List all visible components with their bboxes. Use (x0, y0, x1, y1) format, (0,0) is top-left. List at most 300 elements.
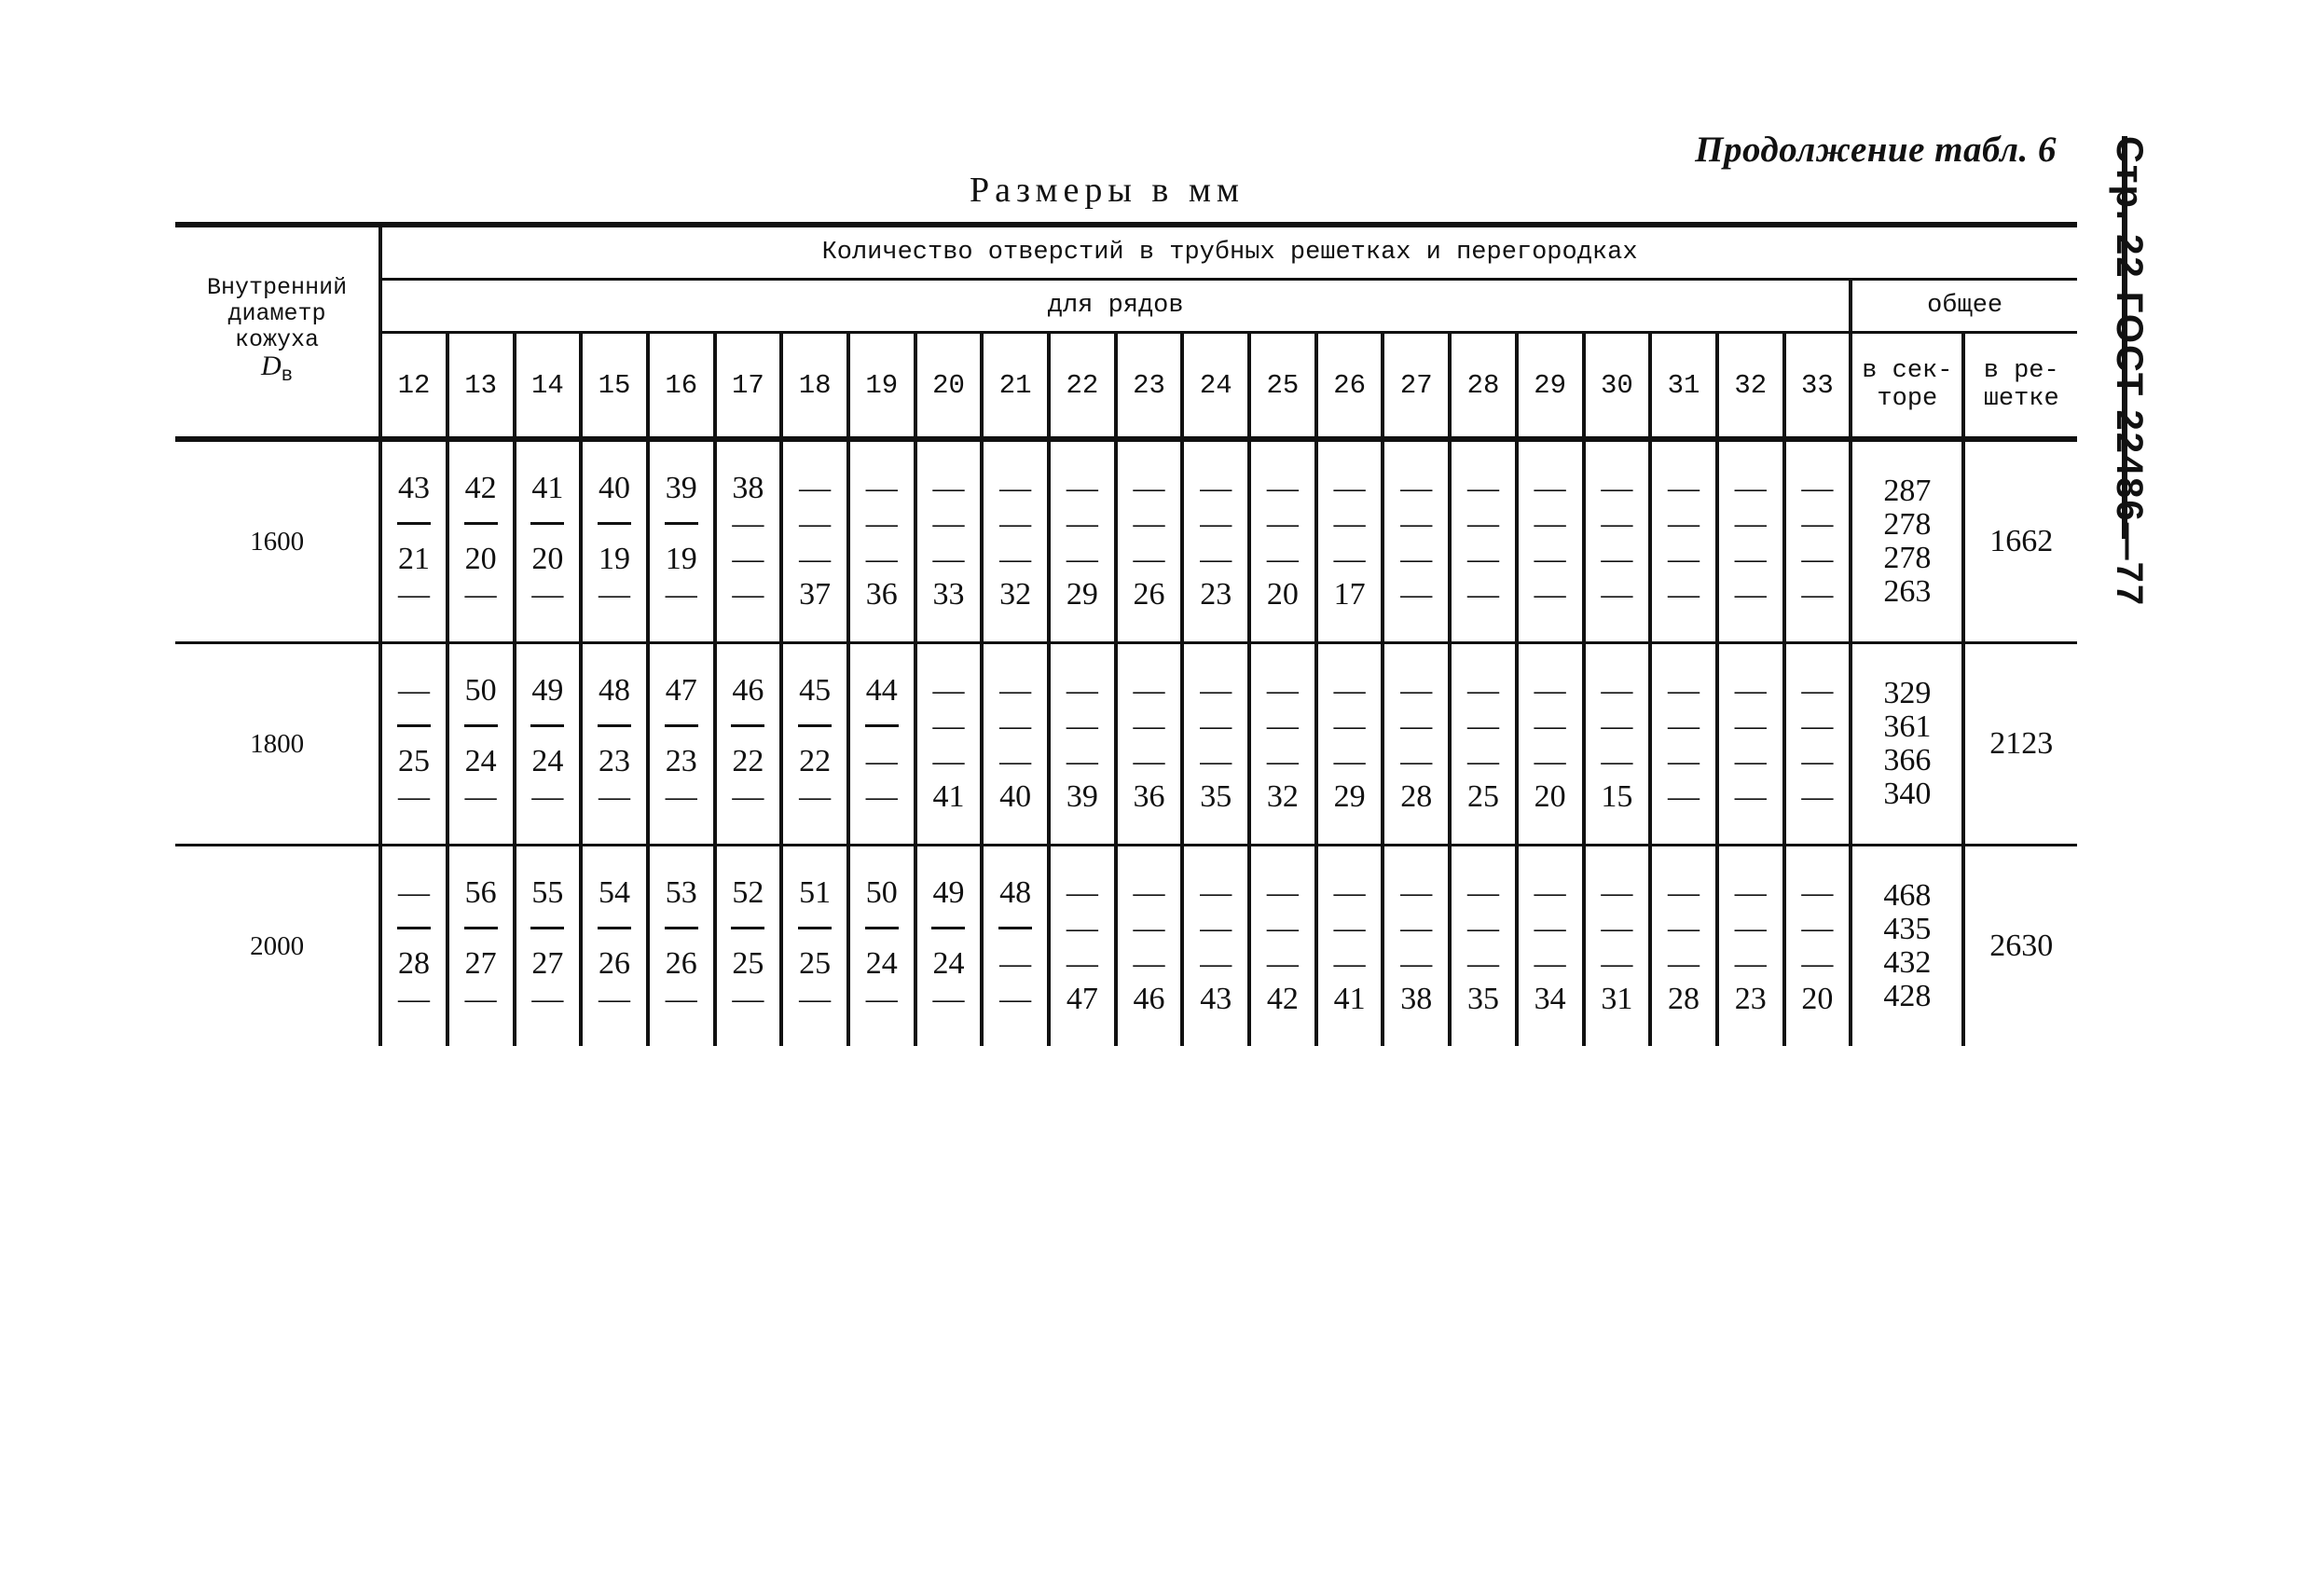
hole-count-value: 40 (599, 471, 631, 505)
hole-count-value: 41 (531, 471, 564, 505)
hole-count-value: — (865, 542, 898, 576)
hole-count-cell (1784, 643, 1851, 846)
hole-count-value (583, 912, 646, 945)
hole-count-value (516, 912, 580, 945)
hole-count-value: — (1400, 946, 1433, 981)
hole-count-value: — (1333, 744, 1366, 778)
row-number-15: 27 (1383, 333, 1450, 440)
hole-count-stack (850, 863, 914, 1029)
row-number-16: 28 (1450, 333, 1517, 440)
fraction-bar (397, 927, 431, 929)
hole-count-stack (1452, 863, 1515, 1029)
sector-total-value: 468 (1883, 878, 1932, 913)
hole-count-value: — (1200, 744, 1232, 778)
hole-count-value (850, 912, 914, 945)
in-grid-line1: в ре- (1983, 357, 2059, 385)
hole-count-value: — (1466, 673, 1499, 708)
sector-total-value: 340 (1883, 777, 1932, 811)
hole-count-stack (449, 661, 513, 827)
hole-count-value: 21 (397, 542, 430, 576)
hole-count-value (650, 912, 713, 945)
hole-count-value: 36 (1133, 779, 1165, 814)
hole-count-value: — (1400, 542, 1433, 576)
hole-count-cell (1316, 643, 1383, 846)
hole-count-stack (1586, 863, 1649, 1029)
hole-count-value (583, 709, 646, 743)
hole-count-value: — (1801, 709, 1834, 743)
fraction-bar (798, 724, 832, 727)
hole-count-cell (715, 846, 782, 1047)
hole-count-cell (1784, 846, 1851, 1047)
hole-count-stack (1384, 863, 1448, 1029)
hole-count-value: — (865, 982, 898, 1016)
hole-count-stack (984, 459, 1047, 625)
hole-count-value: — (1133, 911, 1165, 945)
hole-count-value (783, 709, 846, 743)
hole-count-stack (1719, 459, 1782, 625)
hole-count-value: — (1466, 875, 1499, 910)
sizes-title: Размеры в мм (970, 171, 1245, 210)
hole-count-value (449, 507, 513, 541)
hole-count-value: — (1066, 946, 1098, 981)
sector-total-cell (1851, 846, 1963, 1047)
hole-count-value: 49 (932, 875, 965, 910)
fraction-bar (464, 724, 498, 727)
table-row (175, 439, 2077, 643)
hole-count-cell (1116, 643, 1183, 846)
hole-count-value: 48 (999, 875, 1032, 910)
row-number-20: 32 (1717, 333, 1784, 440)
hole-count-stack (583, 459, 646, 625)
hole-count-cell (915, 643, 983, 846)
hole-count-value: — (1534, 542, 1566, 576)
hole-count-value: 20 (1801, 982, 1834, 1016)
hole-count-value: — (1601, 471, 1633, 505)
hole-count-value: — (1466, 577, 1499, 612)
hole-count-cell (915, 439, 983, 643)
hole-count-value: — (464, 779, 497, 814)
hole-count-value: 46 (1133, 982, 1165, 1016)
hole-count-value: — (1066, 744, 1098, 778)
hole-count-value (449, 912, 513, 945)
hole-count-value: — (1801, 744, 1834, 778)
hole-count-stack (1251, 863, 1314, 1029)
hole-count-cell (1584, 439, 1651, 643)
hole-count-value: — (1266, 471, 1299, 505)
hole-count-value: — (1734, 779, 1767, 814)
hole-count-stack (1652, 459, 1715, 625)
hole-count-value (984, 912, 1047, 945)
hole-count-value: — (1333, 673, 1366, 708)
hole-count-value: — (932, 673, 965, 708)
hole-count-cell (982, 643, 1049, 846)
in-sector-header (1851, 333, 1963, 440)
hole-count-value: — (1200, 875, 1232, 910)
hole-count-cell (848, 846, 915, 1047)
hole-count-cell (715, 643, 782, 846)
hole-count-value: — (865, 779, 898, 814)
hole-count-value: 52 (732, 875, 764, 910)
hole-count-value: — (799, 982, 832, 1016)
hole-count-value: — (1534, 471, 1566, 505)
fraction-bar (464, 927, 498, 929)
hole-count-stack (583, 661, 646, 827)
hole-count-value: — (1601, 577, 1633, 612)
fraction-bar (665, 927, 698, 929)
hole-count-value: — (932, 982, 965, 1016)
hole-count-value: 35 (1466, 982, 1499, 1016)
sector-total-value: 428 (1883, 979, 1932, 1013)
hole-count-value: — (1200, 506, 1232, 541)
hole-count-value (783, 912, 846, 945)
hole-count-cell (781, 643, 848, 846)
hole-count-cell (848, 643, 915, 846)
hole-count-value: 27 (531, 946, 564, 981)
hole-count-value: 26 (665, 946, 697, 981)
hole-count-value: 23 (1200, 577, 1232, 612)
hole-count-value: — (1734, 577, 1767, 612)
hole-count-stack (1184, 661, 1247, 827)
hole-count-stack (583, 863, 646, 1029)
sector-total-value: 278 (1883, 507, 1932, 542)
diameter-value: 1600 (250, 526, 305, 557)
hole-count-stack (382, 661, 446, 827)
hole-count-cell (515, 643, 582, 846)
hole-count-value: — (1668, 911, 1700, 945)
fraction-bar (530, 522, 564, 525)
hole-count-stack (516, 459, 580, 625)
hole-count-value: 22 (732, 744, 764, 778)
hole-count-stack (1251, 661, 1314, 827)
hole-count-value: 36 (865, 577, 898, 612)
hole-count-value: — (732, 982, 764, 1016)
hole-count-value: 28 (1400, 779, 1433, 814)
hole-count-value: — (1601, 542, 1633, 576)
grid-total-value: 2630 (1963, 846, 2077, 1047)
hole-count-stack (1786, 661, 1850, 827)
hole-count-cell (1182, 439, 1249, 643)
hole-count-cell (581, 846, 648, 1047)
diameter-header (175, 225, 380, 439)
hole-count-cell (447, 846, 515, 1047)
hole-count-value: 40 (999, 779, 1032, 814)
row-number-18: 30 (1584, 333, 1651, 440)
hole-count-cell (1584, 846, 1651, 1047)
hole-count-value: — (397, 982, 430, 1016)
hole-count-value: — (999, 982, 1032, 1016)
hole-count-value: — (1133, 709, 1165, 743)
fraction-bar (865, 724, 899, 727)
hole-count-cell (447, 643, 515, 846)
hole-count-value: — (1534, 673, 1566, 708)
hole-count-stack (516, 863, 580, 1029)
hole-count-value: — (1266, 506, 1299, 541)
hole-count-value: — (1801, 577, 1834, 612)
hole-count-value: 24 (531, 744, 564, 778)
hole-count-value: — (1466, 946, 1499, 981)
hole-count-value (650, 507, 713, 541)
hole-count-value: 29 (1066, 577, 1098, 612)
hole-count-value: — (531, 577, 564, 612)
hole-count-value: — (732, 542, 764, 576)
row-number-17: 29 (1517, 333, 1584, 440)
fraction-bar (931, 927, 965, 929)
hole-count-stack (449, 459, 513, 625)
hole-count-cell (1717, 439, 1784, 643)
hole-count-cell (982, 439, 1049, 643)
hole-count-value: 20 (1534, 779, 1566, 814)
hole-count-value: — (1266, 911, 1299, 945)
hole-count-value: 56 (464, 875, 497, 910)
hole-count-value: — (1266, 875, 1299, 910)
diameter-header-line3: кожуха (235, 325, 320, 353)
hole-count-value: 20 (531, 542, 564, 576)
hole-count-value: — (932, 506, 965, 541)
hole-count-value: 25 (799, 946, 832, 981)
hole-count-value: — (1534, 875, 1566, 910)
hole-count-value: — (799, 471, 832, 505)
hole-count-value: — (1200, 911, 1232, 945)
hole-count-stack (1719, 661, 1782, 827)
hole-count-value: — (1133, 875, 1165, 910)
hole-count-value: 41 (932, 779, 965, 814)
hole-count-cell (380, 643, 447, 846)
hole-count-stack (449, 863, 513, 1029)
hole-count-value: 27 (464, 946, 497, 981)
hole-count-stack (1786, 459, 1850, 625)
hole-count-value: — (1200, 709, 1232, 743)
hole-count-value (717, 709, 780, 743)
hole-count-value: — (1266, 946, 1299, 981)
hole-count-stack (717, 459, 780, 625)
hole-count-stack (783, 459, 846, 625)
hole-count-stack (850, 661, 914, 827)
hole-count-value: — (1734, 542, 1767, 576)
hole-count-value: 54 (599, 875, 631, 910)
hole-count-stack (1051, 661, 1114, 827)
hole-count-cell (1049, 643, 1116, 846)
hole-count-stack (1719, 863, 1782, 1029)
hole-count-value: — (1801, 673, 1834, 708)
hole-count-cell (447, 439, 515, 643)
diameter-header-line1: Внутренний (207, 273, 348, 301)
hole-count-stack (717, 661, 780, 827)
hole-count-value: 26 (1133, 577, 1165, 612)
hole-count-value: — (999, 946, 1032, 981)
hole-count-value: — (397, 577, 430, 612)
hole-count-cell (515, 439, 582, 643)
hole-count-value: 53 (665, 875, 697, 910)
hole-count-value (717, 912, 780, 945)
hole-count-value: — (1668, 506, 1700, 541)
in-sector-line1: в сек- (1862, 357, 1953, 385)
hole-count-value: 15 (1601, 779, 1633, 814)
hole-count-value: — (1534, 744, 1566, 778)
hole-count-value: — (1400, 577, 1433, 612)
hole-count-value: — (1400, 471, 1433, 505)
hole-count-value: 43 (397, 471, 430, 505)
sector-total-value: 278 (1883, 541, 1932, 575)
hole-count-value: 37 (799, 577, 832, 612)
hole-count-cell (1249, 439, 1316, 643)
hole-count-stack (984, 863, 1047, 1029)
hole-count-value: 31 (1601, 982, 1633, 1016)
hole-count-value: 33 (932, 577, 965, 612)
sector-total-value: 287 (1883, 474, 1932, 508)
continuation-title: Продолжение табл. 6 (1695, 130, 2057, 170)
hole-count-stack (1519, 459, 1582, 625)
hole-count-value: — (1534, 506, 1566, 541)
hole-count-value: — (1133, 506, 1165, 541)
hole-count-value: — (1668, 709, 1700, 743)
hole-count-cell (581, 643, 648, 846)
fraction-bar (998, 927, 1032, 929)
hole-count-value: 38 (732, 471, 764, 505)
fraction-bar (798, 927, 832, 929)
sector-total-cell (1851, 439, 1963, 643)
hole-count-value: — (1066, 471, 1098, 505)
row-number-13: 25 (1249, 333, 1316, 440)
hole-count-stack (382, 863, 446, 1029)
hole-count-value: — (1601, 911, 1633, 945)
hole-count-value: — (1333, 709, 1366, 743)
hole-count-value: — (1734, 673, 1767, 708)
hole-count-stack (650, 863, 713, 1029)
sector-total-value: 366 (1883, 743, 1932, 777)
hole-count-value: — (999, 709, 1032, 743)
hole-count-cell (1650, 439, 1717, 643)
row-number-21: 33 (1784, 333, 1851, 440)
hole-count-value: — (1668, 875, 1700, 910)
hole-count-value (449, 709, 513, 743)
hole-count-value: — (1200, 946, 1232, 981)
hole-count-value: 46 (732, 673, 764, 708)
hole-count-value: — (397, 875, 430, 910)
hole-count-value: — (865, 506, 898, 541)
fraction-bar (530, 927, 564, 929)
hole-count-value: — (1333, 506, 1366, 541)
hole-count-value: — (1133, 946, 1165, 981)
hole-count-value: — (1668, 673, 1700, 708)
fraction-bar (731, 724, 764, 727)
hole-count-value: — (1801, 542, 1834, 576)
hole-count-value: — (665, 982, 697, 1016)
hole-count-value: — (1734, 946, 1767, 981)
hole-count-cell (1249, 643, 1316, 846)
hole-count-value: — (1601, 506, 1633, 541)
fraction-bar (865, 927, 899, 929)
hole-count-stack (1519, 863, 1582, 1029)
hole-count-value: 32 (999, 577, 1032, 612)
hole-count-value: — (1266, 744, 1299, 778)
hole-count-value: — (1734, 506, 1767, 541)
hole-count-cell (1450, 846, 1517, 1047)
hole-count-stack (984, 661, 1047, 827)
page-side-label: Стр. 22 ГОСТ 22486—77 (2109, 136, 2150, 608)
hole-count-value: — (599, 577, 631, 612)
hole-count-value: — (1333, 875, 1366, 910)
row-number-4: 16 (648, 333, 715, 440)
hole-count-cell (781, 439, 848, 643)
hole-count-value: — (1668, 744, 1700, 778)
hole-count-value: — (599, 779, 631, 814)
table-row (175, 846, 2077, 1047)
hole-count-cell (380, 439, 447, 643)
in-grid-line2: шетке (1983, 385, 2059, 413)
hole-count-cell (915, 846, 983, 1047)
hole-count-stack (1318, 863, 1382, 1029)
grid-total-value: 1662 (1963, 439, 2077, 643)
hole-count-cell (715, 439, 782, 643)
hole-count-value (583, 507, 646, 541)
hole-count-value: — (1801, 875, 1834, 910)
hole-count-value: — (1734, 875, 1767, 910)
hole-count-value: — (1601, 946, 1633, 981)
hole-count-value: — (932, 471, 965, 505)
hole-count-cell (781, 846, 848, 1047)
holes-table (175, 222, 2077, 1046)
hole-count-value: — (1066, 506, 1098, 541)
row-number-header (175, 333, 2077, 440)
hole-count-value: — (397, 673, 430, 708)
hole-count-value: — (999, 506, 1032, 541)
hole-count-cell (515, 846, 582, 1047)
hole-count-value: — (1333, 471, 1366, 505)
hole-count-cell (1784, 439, 1851, 643)
hole-count-value: 26 (599, 946, 631, 981)
hole-count-value: — (531, 779, 564, 814)
row-number-7: 19 (848, 333, 915, 440)
hole-count-stack (650, 459, 713, 625)
hole-count-value: 25 (397, 744, 430, 778)
hole-count-stack (1586, 459, 1649, 625)
row-number-10: 22 (1049, 333, 1116, 440)
hole-count-value: 47 (1066, 982, 1098, 1016)
hole-count-value: — (1734, 911, 1767, 945)
hole-count-value: — (1066, 911, 1098, 945)
hole-count-stack (917, 661, 981, 827)
hole-count-stack (1118, 863, 1181, 1029)
hole-count-value: — (665, 779, 697, 814)
sector-total-value: 361 (1883, 709, 1932, 744)
hole-count-value (382, 507, 446, 541)
hole-count-value: — (1266, 542, 1299, 576)
in-sector-line2: торе (1877, 385, 1938, 413)
hole-count-value: — (1066, 875, 1098, 910)
hole-count-value: — (1734, 471, 1767, 505)
row-number-11: 23 (1116, 333, 1183, 440)
sector-total-value: 432 (1883, 945, 1932, 980)
hole-count-stack (717, 863, 780, 1029)
hole-count-stack (1384, 459, 1448, 625)
row-number-0: 12 (380, 333, 447, 440)
hole-count-stack (850, 459, 914, 625)
hole-count-value (917, 912, 981, 945)
hole-count-cell (1383, 439, 1450, 643)
fraction-bar (665, 522, 698, 525)
hole-count-cell (1517, 439, 1584, 643)
hole-count-value: — (1668, 542, 1700, 576)
fraction-bar (464, 522, 498, 525)
hole-count-cell (648, 439, 715, 643)
hole-count-value: — (799, 542, 832, 576)
hole-count-value: — (1534, 577, 1566, 612)
hole-count-cell (1650, 846, 1717, 1047)
hole-count-value (382, 709, 446, 743)
hole-count-cell (1249, 846, 1316, 1047)
hole-count-value: 42 (1266, 982, 1299, 1016)
row-number-14: 26 (1316, 333, 1383, 440)
